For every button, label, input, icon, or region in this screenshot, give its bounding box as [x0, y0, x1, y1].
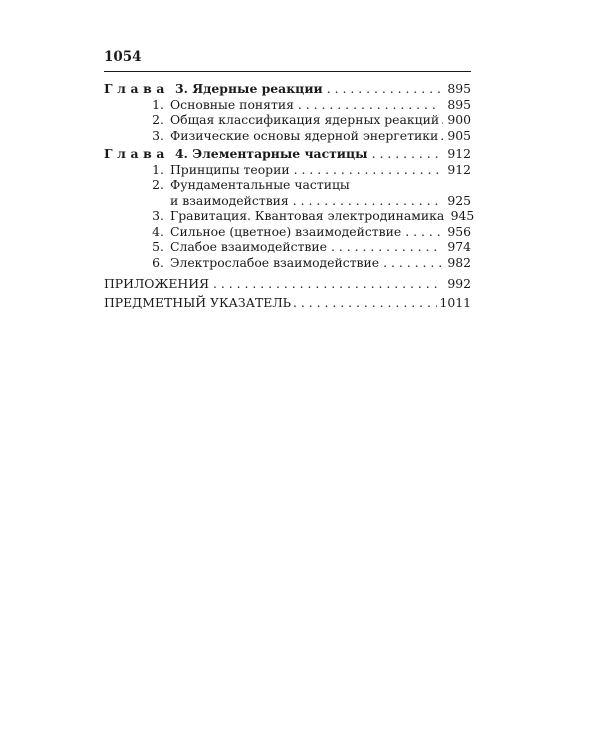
section-page: 895 — [447, 96, 471, 112]
section-title: Слабое взаимодействие — [170, 239, 327, 254]
section-number: 5. — [152, 239, 164, 254]
toc-chapter-3[interactable] — [104, 81, 471, 97]
section-number: 2. — [152, 177, 164, 192]
section-title: Электрослабое взаимодействие — [170, 254, 380, 270]
toc-entry[interactable] — [104, 224, 471, 240]
dot-leader — [405, 224, 441, 240]
section-number: 4. — [152, 223, 164, 239]
toc-entry[interactable] — [104, 162, 471, 178]
section-number: 3. — [152, 127, 164, 143]
dot-leader — [383, 255, 441, 271]
toc-entry[interactable] — [104, 255, 471, 271]
section-page: 912 — [447, 161, 471, 177]
section-page: 925 — [447, 192, 471, 208]
chapter-word: Глава — [104, 81, 169, 96]
section-page: 982 — [447, 254, 471, 270]
chapter-page: 895 — [447, 81, 471, 96]
section-page: 956 — [447, 223, 471, 239]
section-number: 1. — [152, 96, 164, 112]
section-title: Общая классификация ядерных реакций — [170, 112, 440, 127]
section-title: Сильное (цветное) взаимодействие — [170, 223, 402, 239]
dot-leader — [372, 146, 441, 162]
toc-entry[interactable] — [104, 128, 471, 144]
toc-entry-line1[interactable] — [104, 177, 471, 193]
chapter-title: 3. Ядерные реакции — [174, 81, 323, 96]
chapter-page: 912 — [447, 146, 471, 161]
appendices-page: 992 — [447, 276, 471, 291]
section-title: Принципы теории — [170, 161, 290, 177]
dot-leader — [440, 128, 443, 144]
dot-leader — [294, 162, 441, 178]
dot-leader — [331, 239, 441, 255]
section-title: Фундаментальные частицы — [170, 177, 350, 192]
chapter-word: Глава — [104, 146, 169, 161]
dot-leader — [293, 193, 441, 209]
toc-chapter-4[interactable] — [104, 146, 471, 162]
dot-leader — [441, 112, 443, 128]
toc-entry[interactable] — [104, 112, 471, 128]
toc-entry[interactable] — [104, 97, 471, 113]
section-number: 2. — [152, 112, 164, 127]
index-page: 1011 — [439, 294, 471, 310]
table-of-contents — [104, 81, 475, 310]
section-number: 1. — [152, 161, 164, 177]
dot-leader — [213, 276, 441, 292]
toc-appendices[interactable] — [104, 276, 471, 292]
dot-leader — [293, 295, 437, 311]
section-page: 974 — [447, 239, 471, 254]
page-number: 1054 — [104, 49, 142, 65]
toc-entry-line2[interactable] — [104, 193, 471, 209]
chapter-title: 4. Элементарные частицы — [174, 146, 368, 161]
section-page: 905 — [447, 127, 471, 143]
toc-index[interactable] — [104, 295, 471, 311]
section-title: Основные понятия — [170, 96, 294, 112]
appendices-title: ПРИЛОЖЕНИЯ — [104, 276, 210, 291]
section-title: Физические основы ядерной энергетики — [170, 127, 439, 143]
section-page: 945 — [450, 208, 475, 223]
toc-entry[interactable] — [104, 208, 475, 224]
index-title: ПРЕДМЕТНЫЙ УКАЗАТЕЛЬ — [104, 294, 292, 310]
section-title-continued: и взаимодействия — [170, 192, 289, 208]
section-page: 900 — [447, 112, 471, 127]
section-number: 6. — [152, 254, 164, 270]
dot-leader — [327, 81, 441, 97]
section-number: 3. — [152, 208, 164, 223]
dot-leader — [298, 97, 441, 113]
section-title: Гравитация. Квантовая электродинамика — [170, 208, 445, 223]
toc-entry[interactable] — [104, 239, 471, 255]
header-rule — [104, 71, 471, 72]
